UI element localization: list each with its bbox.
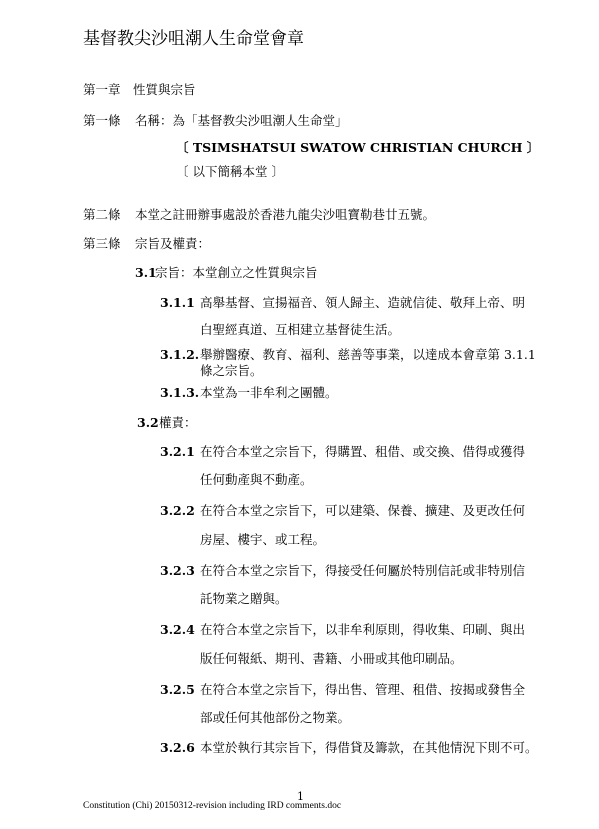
clause-text-line: 託物業之贈與。 — [200, 591, 288, 606]
page-number: 1 — [297, 790, 304, 803]
footer-filename: Constitution (Chi) 20150312-revision including IRD comments.doc — [83, 801, 342, 811]
clause-text-line: 任何動產與不動產。 — [200, 472, 313, 487]
section-3-2-text: 權責： — [159, 415, 197, 430]
clause-number: 3.2.2 — [160, 503, 195, 518]
clause-text-line: 白聖經真道、互相建立基督徒生活。 — [200, 322, 401, 337]
document-title: 基督教尖沙咀潮人生命堂會章 — [83, 29, 304, 49]
clause-text-line: 在符合本堂之宗旨下，以非牟利原則，得收集、印刷、與出 — [200, 622, 526, 637]
article-2-text: 本堂之註冊辦事處設於香港九龍尖沙咀寶勒巷廿五號。 — [135, 207, 436, 222]
section-3-1-number: 3.1 — [135, 265, 157, 280]
article-3-text: 宗旨及權責： — [135, 236, 211, 251]
clause-text-line: 版任何報紙、期刊、書籍、小冊或其他印刷品。 — [200, 651, 463, 666]
clause-number: 3.2.1 — [160, 444, 195, 459]
clause-text-line: 本堂為一非牟利之團體。 — [200, 385, 338, 400]
clause-text-line: 本堂於執行其宗旨下，得借貸及籌款，在其他情況下則不可。 — [200, 740, 538, 755]
clause-text-line: 部或任何其他部份之物業。 — [200, 710, 351, 725]
clause-text-line: 在符合本堂之宗旨下，得接受任何屬於特別信託或非特別信 — [200, 563, 526, 578]
section-3-2-number: 3.2 — [137, 415, 159, 430]
clause-number: 3.2.4 — [160, 622, 195, 637]
clause-number: 3.2.6 — [160, 740, 195, 755]
article-2-number: 第二條 — [83, 207, 121, 222]
clause-number: 3.2.3 — [160, 563, 195, 578]
article-1-text: 名稱：為「基督教尖沙咀潮人生命堂」 — [135, 113, 348, 128]
clause-text-line: 房屋、樓宇、或工程。 — [200, 532, 326, 547]
clause-number: 3.2.5 — [160, 682, 195, 697]
clause-text-line: 在符合本堂之宗旨下，可以建築、保養、擴建、及更改任何 — [200, 503, 526, 518]
article-1-number: 第一條 — [83, 113, 121, 128]
section-3-1-text: 宗旨：本堂創立之性質與宗旨 — [155, 265, 318, 280]
clause-text-line: 在符合本堂之宗旨下，得購置、租借、或交換、借得或獲得 — [200, 444, 526, 459]
abbreviation-note: 〔 以下簡稱本堂 〕 — [176, 164, 284, 179]
clause-number: 3.1.2. — [160, 347, 200, 362]
clause-text-line: 高舉基督、宣揚福音、領人歸主、造就信徒、敬拜上帝、明 — [200, 295, 526, 310]
english-name: 〔 TSIMSHATSUI SWATOW CHRISTIAN CHURCH 〕 — [176, 140, 540, 155]
clause-number: 3.1.3. — [160, 385, 200, 400]
article-3-number: 第三條 — [83, 236, 121, 251]
chapter-heading: 第一章 性質與宗旨 — [83, 82, 196, 97]
clause-text-line: 條之宗旨。 — [200, 363, 263, 378]
clause-text-line: 舉辦醫療、教育、福利、慈善等事業，以達成本會章第 3.1.1 — [200, 347, 536, 362]
clause-text-line: 在符合本堂之宗旨下，得出售、管理、租借、按揭或發售全 — [200, 682, 526, 697]
clause-number: 3.1.1 — [160, 295, 195, 310]
